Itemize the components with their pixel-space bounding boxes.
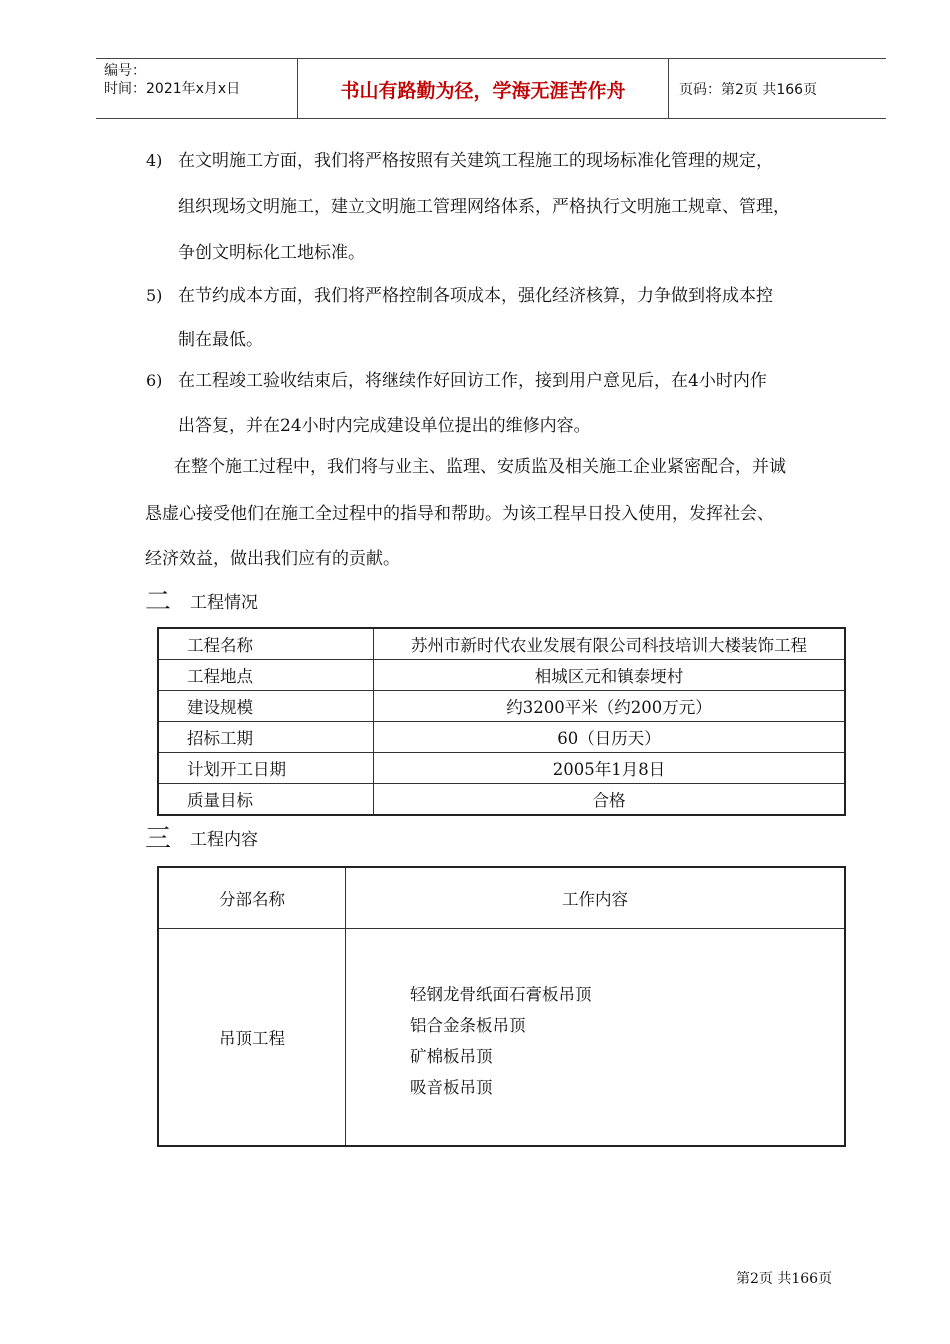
table-key: 招标工期 [158,722,374,753]
section-title: 工程内容 [190,830,258,850]
paragraph-line: 恳虚心接受他们在施工全过程中的指导和帮助。为该工程早日投入使用，发挥社会、 [145,504,774,524]
table-value: 相城区元和镇泰埂村 [374,660,846,691]
table-key: 质量目标 [158,784,374,816]
table-value: 约3200平米（约200万元） [374,691,846,722]
table-key: 建设规模 [158,691,374,722]
table-key: 计划开工日期 [158,753,374,784]
header-page-label: 页码：第2页 共166页 [679,82,818,98]
table-row [158,784,845,816]
column-header: 工作内容 [346,867,846,929]
paragraph-line: 在整个施工过程中，我们将与业主、监理、安质监及相关施工企业紧密配合，并诚 [174,457,786,477]
column-header: 分部名称 [158,867,346,929]
section-number: 二 [145,587,172,617]
item-number: 6) [146,371,163,390]
table-row [158,691,845,722]
table-row [158,628,845,660]
item-number: 4) [146,151,163,170]
header-time-label: 时间：2021年x月x日 [104,81,241,97]
table-value: 苏州市新时代农业发展有限公司科技培训大楼装饰工程 [374,628,846,660]
item-line: 在节约成本方面，我们将严格控制各项成本，强化经济核算，力争做到将成本控 [178,286,773,306]
table-row [158,929,845,1147]
table-value: 60（日历天） [374,722,846,753]
table-key: 工程名称 [158,628,374,660]
header-divider-right [668,58,669,118]
work-item: 矿棉板吊顶 [410,1047,493,1066]
item-number: 5) [146,286,163,305]
item-line: 组织现场文明施工，建立文明施工管理网络体系，严格执行文明施工规章、管理， [178,197,790,217]
work-item: 轻钢龙骨纸面石膏板吊顶 [410,985,592,1004]
page-footer: 第2页 共166页 [736,1271,833,1287]
section-number: 三 [145,824,172,854]
table-row [158,722,845,753]
work-content-cell [346,929,846,1147]
item-line: 制在最低。 [178,330,263,350]
project-content-table [157,866,846,1147]
item-line: 出答复，并在24小时内完成建设单位提出的维修内容。 [178,416,591,436]
work-item: 吸音板吊顶 [410,1078,493,1097]
work-item-list [410,979,844,1103]
header-bottom-rule [96,118,886,119]
header-motto: 书山有路勤为径，学海无涯苦作舟 [340,80,626,102]
header-top-rule [96,58,886,59]
item-line: 在文明施工方面，我们将严格按照有关建筑工程施工的现场标准化管理的规定， [178,151,773,171]
table-value: 合格 [374,784,846,816]
work-item: 铝合金条板吊顶 [410,1016,526,1035]
table-key: 工程地点 [158,660,374,691]
header-number-label: 编号： [104,63,146,79]
section-title: 工程情况 [190,593,258,613]
paragraph-line: 经济效益，做出我们应有的贡献。 [145,549,400,569]
table-row [158,753,845,784]
table-header-row [158,867,845,929]
project-info-table [157,627,846,816]
division-name: 吊顶工程 [158,929,346,1147]
table-value: 2005年1月8日 [374,753,846,784]
item-line: 在工程竣工验收结束后，将继续作好回访工作，接到用户意见后，在4小时内作 [178,371,767,391]
table-row [158,660,845,691]
item-line: 争创文明标化工地标准。 [178,243,365,263]
